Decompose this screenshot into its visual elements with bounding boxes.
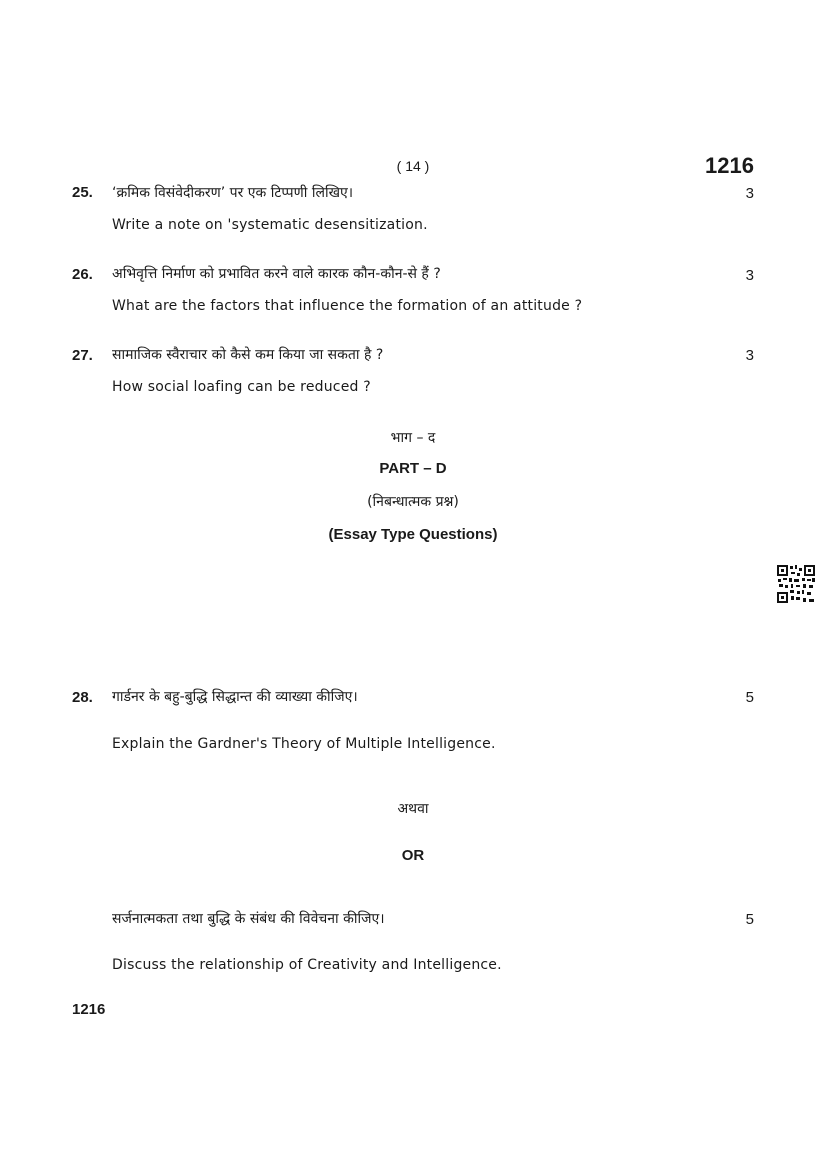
question-27-hindi: सामाजिक स्वैराचार को कैसे कम किया जा सकता है ? (112, 347, 384, 363)
part-heading-hindi: भाग – द (390, 430, 436, 446)
qr-code-icon (776, 564, 816, 604)
question-27-marks: 3 (745, 347, 754, 364)
page-number: ( 14 ) (396, 158, 430, 174)
question-number-27: 27. (72, 347, 93, 364)
question-28-marks: 5 (745, 689, 754, 706)
paper-code-footer: 1216 (72, 1001, 106, 1018)
question-27-english: How social loafing can be reduced ? (112, 379, 371, 395)
question-26-english: What are the factors that influence the formation of an attitude ? (112, 298, 583, 314)
paper-code-header: 1216 (705, 153, 754, 178)
or-hindi: अथवा (397, 801, 429, 817)
section-type-english: (Essay Type Questions) (328, 526, 498, 543)
section-type-hindi: (निबन्धात्मक प्रश्न) (367, 494, 459, 510)
question-25-english: Write a note on 'systematic desensitization. (112, 217, 428, 233)
question-number-26: 26. (72, 266, 93, 283)
question-28-english: Explain the Gardner's Theory of Multiple Intelligence. (112, 736, 496, 752)
question-number-28: 28. (72, 689, 93, 706)
question-26-hindi: अभिवृत्ति निर्माण को प्रभावित करने वाले कारक कौन-कौन-से हैं ? (112, 266, 441, 282)
question-28-alt-english: Discuss the relationship of Creativity and Intelligence. (112, 957, 502, 973)
question-28-alt-marks: 5 (745, 911, 754, 928)
or-english: OR (401, 847, 425, 864)
question-25-marks: 3 (745, 185, 754, 202)
question-28-alt-hindi: सर्जनात्मकता तथा बुद्धि के संबंध की विवेचना कीजिए। (112, 911, 385, 927)
part-heading-english: PART – D (379, 460, 447, 477)
question-number-25: 25. (72, 184, 93, 201)
question-25-hindi: ‘क्रमिक विसंवेदीकरण’ पर एक टिप्पणी लिखिए। (112, 185, 354, 201)
question-26-marks: 3 (745, 267, 754, 284)
question-28-hindi: गार्डनर के बहु-बुद्धि सिद्धान्त की व्याख्या कीजिए। (112, 689, 358, 705)
